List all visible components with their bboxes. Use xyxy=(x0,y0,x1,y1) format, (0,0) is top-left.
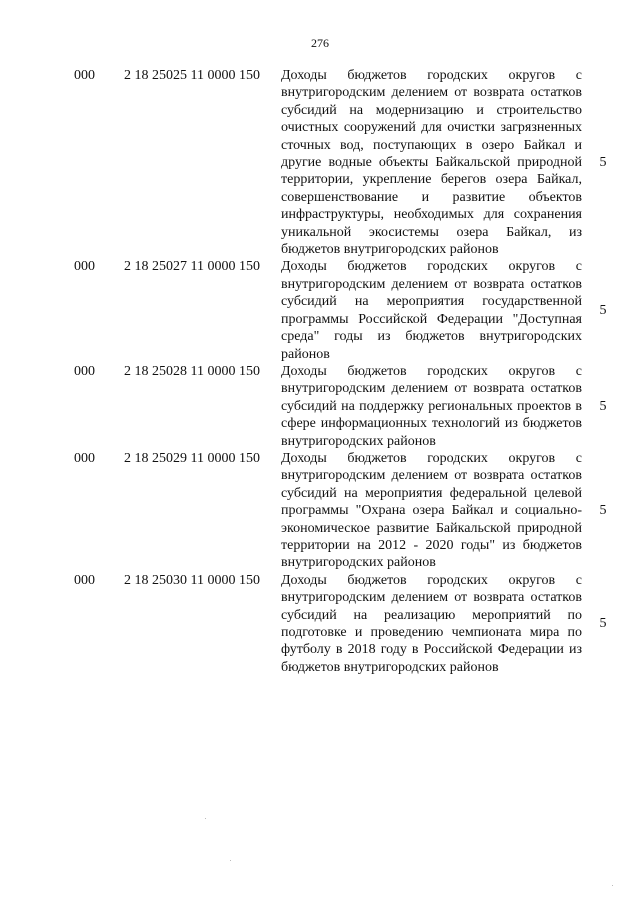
revenue-description: Доходы бюджетов городских округов с внутригородским делением от возврата остатков субсидий на поддержку региональных проектов в сфере информационных технологий из бюджетов внутригородских районов xyxy=(281,363,582,449)
admin-code: 000 xyxy=(74,68,95,83)
table-row xyxy=(0,363,640,450)
scan-speck xyxy=(230,860,231,861)
distribution-norm: 5 xyxy=(599,398,607,414)
revenue-description: Доходы бюджетов городских округов с внутригородским делением от возврата остатков субсидий на мероприятия государственной программы Российской Федерации "Доступная среда" годы из бюджетов внутригородских районов xyxy=(281,259,582,362)
table-row xyxy=(0,450,640,572)
table-row xyxy=(0,67,640,258)
budget-classification-code: 2 18 25029 11 0000 150 xyxy=(124,450,260,466)
admin-code: 000 xyxy=(74,572,95,588)
admin-code: 000 xyxy=(74,259,95,275)
scan-speck xyxy=(612,885,613,886)
revenue-description: Доходы бюджетов городских округов с внутригородским делением от возврата остатков субсидий на мероприятия федеральной целевой программы "Охрана озера Байкал и социально-экономическое развитие Байкальской природной территории на 2012 - 2020 годы" из бюджетов внутригородских районов xyxy=(281,450,582,571)
revenue-description: Доходы бюджетов городских округов с внутригородским делением от возврата остатков субсидий на реализацию мероприятий по подготовке и проведению чемпионата мира по футболу в 2018 году в Российской Федерации из бюджетов внутригородских районов xyxy=(281,572,582,675)
admin-code: 000 xyxy=(74,450,95,466)
revenue-table xyxy=(0,67,640,676)
budget-classification-code: 2 18 25027 11 0000 150 xyxy=(124,259,260,275)
table-row xyxy=(0,258,640,362)
budget-classification-code: 2 18 25028 11 0000 150 xyxy=(124,363,260,379)
distribution-norm: 5 xyxy=(599,155,607,171)
revenue-description: Доходы бюджетов городских округов с внутригородским делением от возврата остатков субсидий на модернизацию и строительство очистных сооружений для очистки загрязненных сточных вод, поступающих в озеро Байкал и другие водные объекты Байкальской природной территории, укрепление берегов озера Байкал, совершенствование и развитие объектов инфраструктуры, необходимых для сохранения уникальной экосистемы озера Байкал, из бюджетов внутригородских районов xyxy=(281,68,582,258)
table-row xyxy=(0,572,640,676)
budget-classification-code: 2 18 25025 11 0000 150 xyxy=(124,68,260,83)
distribution-norm: 5 xyxy=(599,503,607,519)
distribution-norm: 5 xyxy=(599,616,607,632)
page-number: 276 xyxy=(311,36,329,50)
admin-code: 000 xyxy=(74,363,95,379)
scan-speck xyxy=(205,818,206,819)
budget-classification-code: 2 18 25030 11 0000 150 xyxy=(124,572,260,588)
distribution-norm: 5 xyxy=(599,302,607,318)
